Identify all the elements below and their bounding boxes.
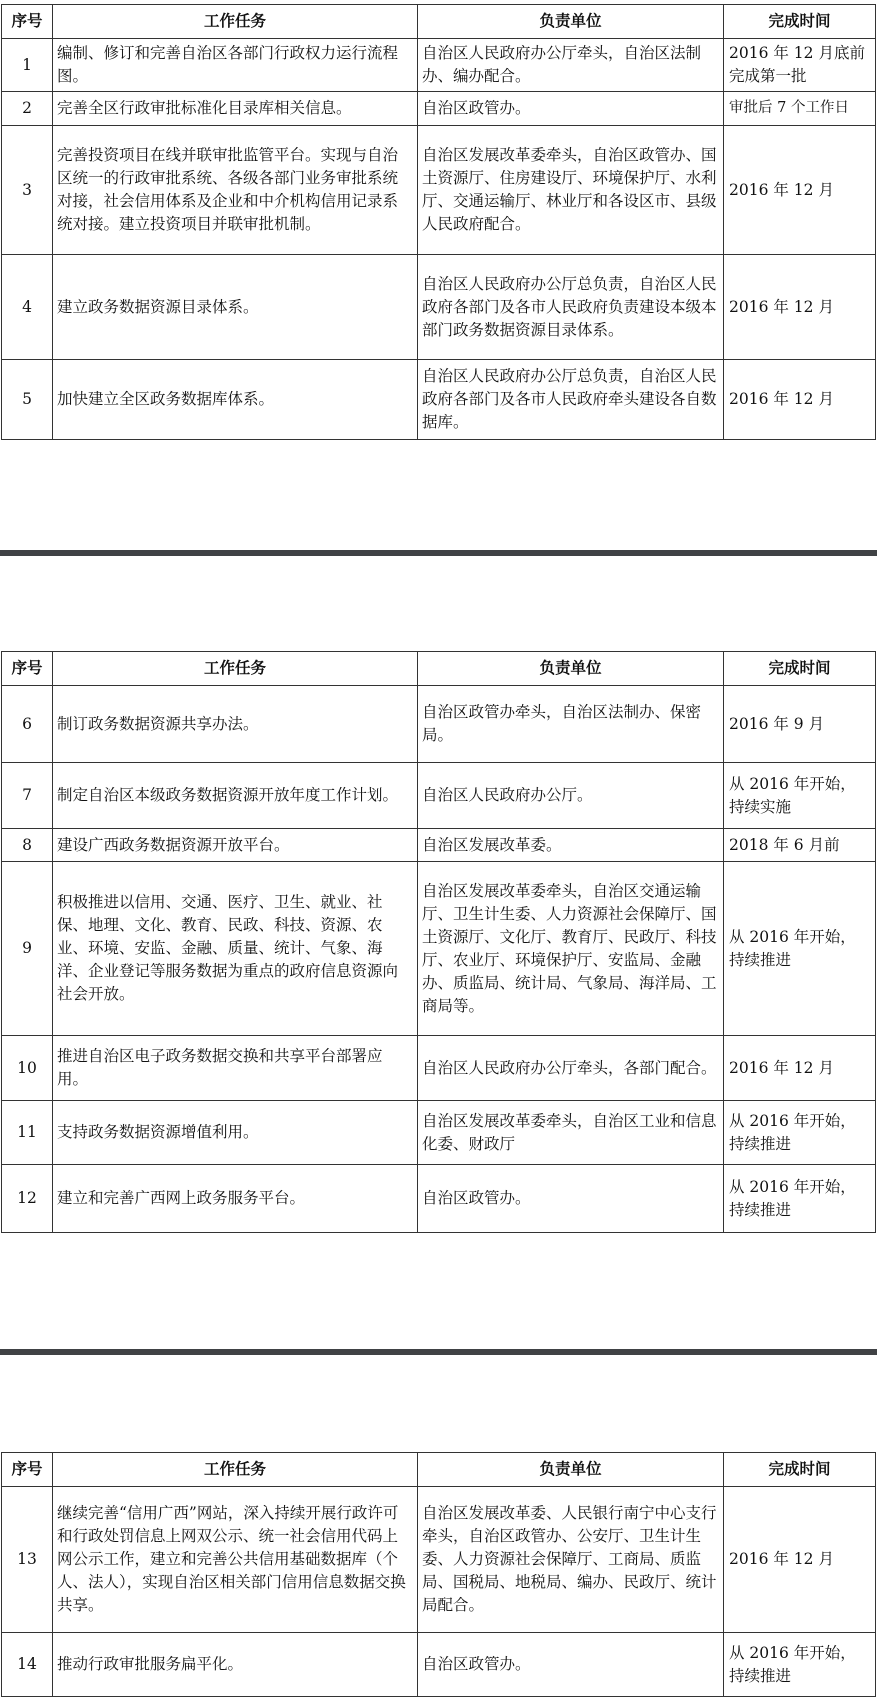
row-unit: 自治区发展改革委、人民银行南宁中心支行牵头，自治区政管办、公安厅、卫生计生委、人力资源社会保障厅、工商局、质监局、国税局、地税局、编办、民政厅、统计局配合。: [418, 1487, 724, 1633]
table-row: [2, 1036, 876, 1101]
header-time: 完成时间: [724, 652, 876, 686]
row-unit: 自治区人民政府办公厅牵头，自治区法制办、编办配合。: [418, 39, 724, 92]
row-task: 制定自治区本级政务数据资源开放年度工作计划。: [53, 763, 418, 829]
row-task: 制订政务数据资源共享办法。: [53, 686, 418, 763]
row-no: 10: [2, 1036, 53, 1101]
table-row: [2, 92, 876, 126]
row-no: 8: [2, 829, 53, 862]
header-task: 工作任务: [53, 5, 418, 39]
row-time: 2016 年 12 月底前完成第一批: [724, 39, 876, 92]
row-unit: 自治区政管办。: [418, 92, 724, 126]
row-time: 从 2016 年开始，持续推进: [724, 1165, 876, 1233]
row-no: 4: [2, 255, 53, 360]
row-no: 14: [2, 1633, 53, 1697]
row-no: 6: [2, 686, 53, 763]
table-row: [2, 126, 876, 255]
row-time: 2016 年 12 月: [724, 255, 876, 360]
table-row: [2, 763, 876, 829]
row-time: 从 2016 年开始，持续推进: [724, 1633, 876, 1697]
row-task: 支持政务数据资源增值利用。: [53, 1101, 418, 1165]
page-divider: [0, 1349, 877, 1355]
table-row: [2, 686, 876, 763]
row-time: 2016 年 12 月: [724, 1036, 876, 1101]
row-unit: 自治区政管办。: [418, 1165, 724, 1233]
row-time: 从 2016 年开始，持续推进: [724, 862, 876, 1036]
table-row: [2, 829, 876, 862]
row-time: 2016 年 12 月: [724, 360, 876, 440]
row-time: 2016 年 9 月: [724, 686, 876, 763]
table-row: [2, 1165, 876, 1233]
row-unit: 自治区人民政府办公厅。: [418, 763, 724, 829]
table-row: [2, 1633, 876, 1697]
task-table: [1, 4, 876, 440]
header-unit: 负责单位: [418, 1453, 724, 1487]
row-no: 1: [2, 39, 53, 92]
row-time: 从 2016 年开始，持续实施: [724, 763, 876, 829]
row-unit: 自治区人民政府办公厅牵头，各部门配合。: [418, 1036, 724, 1101]
task-table-block-2: [0, 651, 877, 1233]
row-no: 7: [2, 763, 53, 829]
row-no: 13: [2, 1487, 53, 1633]
row-unit: 自治区人民政府办公厅总负责，自治区人民政府各部门及各市人民政府牵头建设各自数据库。: [418, 360, 724, 440]
task-table-block-3: [0, 1452, 877, 1697]
table-header-row: [2, 1453, 876, 1487]
header-no: 序号: [2, 5, 53, 39]
header-unit: 负责单位: [418, 5, 724, 39]
row-task: 继续完善“信用广西”网站，深入持续开展行政许可和行政处罚信息上网双公示、统一社会信用代码上网公示工作，建立和完善公共信用基础数据库（个人、法人），实现自治区相关部门信用信息数据交换共享。: [53, 1487, 418, 1633]
table-header-row: [2, 652, 876, 686]
task-table-block-1: [0, 4, 877, 440]
row-no: 3: [2, 126, 53, 255]
header-time: 完成时间: [724, 5, 876, 39]
header-unit: 负责单位: [418, 652, 724, 686]
row-no: 12: [2, 1165, 53, 1233]
row-time: 审批后 7 个工作日: [724, 92, 876, 126]
header-no: 序号: [2, 1453, 53, 1487]
header-task: 工作任务: [53, 652, 418, 686]
row-unit: 自治区发展改革委牵头，自治区政管办、国土资源厅、住房建设厅、环境保护厅、水利厅、交通运输厅、林业厅和各设区市、县级人民政府配合。: [418, 126, 724, 255]
row-task: 完善全区行政审批标准化目录库相关信息。: [53, 92, 418, 126]
row-task: 建设广西政务数据资源开放平台。: [53, 829, 418, 862]
task-table: [1, 1452, 876, 1697]
table-row: [2, 1487, 876, 1633]
header-time: 完成时间: [724, 1453, 876, 1487]
row-time: 2016 年 12 月: [724, 1487, 876, 1633]
table-header-row: [2, 5, 876, 39]
row-time: 2018 年 6 月前: [724, 829, 876, 862]
row-task: 加快建立全区政务数据库体系。: [53, 360, 418, 440]
page-divider: [0, 550, 877, 556]
task-table: [1, 651, 876, 1233]
row-no: 5: [2, 360, 53, 440]
table-row: [2, 1101, 876, 1165]
row-task: 积极推进以信用、交通、医疗、卫生、就业、社保、地理、文化、教育、民政、科技、资源、农业、环境、安监、金融、质量、统计、气象、海洋、企业登记等服务数据为重点的政府信息资源向社会开放。: [53, 862, 418, 1036]
row-no: 9: [2, 862, 53, 1036]
row-unit: 自治区发展改革委。: [418, 829, 724, 862]
row-task: 建立和完善广西网上政务服务平台。: [53, 1165, 418, 1233]
row-time: 从 2016 年开始，持续推进: [724, 1101, 876, 1165]
row-unit: 自治区政管办牵头，自治区法制办、保密局。: [418, 686, 724, 763]
row-time: 2016 年 12 月: [724, 126, 876, 255]
row-task: 推动行政审批服务扁平化。: [53, 1633, 418, 1697]
table-row: [2, 360, 876, 440]
row-unit: 自治区政管办。: [418, 1633, 724, 1697]
row-unit: 自治区发展改革委牵头，自治区工业和信息化委、财政厅: [418, 1101, 724, 1165]
header-task: 工作任务: [53, 1453, 418, 1487]
row-no: 11: [2, 1101, 53, 1165]
header-no: 序号: [2, 652, 53, 686]
row-unit: 自治区人民政府办公厅总负责，自治区人民政府各部门及各市人民政府负责建设本级本部门政务数据资源目录体系。: [418, 255, 724, 360]
row-task: 编制、修订和完善自治区各部门行政权力运行流程图。: [53, 39, 418, 92]
table-row: [2, 862, 876, 1036]
row-task: 建立政务数据资源目录体系。: [53, 255, 418, 360]
row-task: 完善投资项目在线并联审批监管平台。实现与自治区统一的行政审批系统、各级各部门业务审批系统对接，社会信用体系及企业和中介机构信用记录系统对接。建立投资项目并联审批机制。: [53, 126, 418, 255]
table-row: [2, 255, 876, 360]
row-task: 推进自治区电子政务数据交换和共享平台部署应用。: [53, 1036, 418, 1101]
row-no: 2: [2, 92, 53, 126]
table-row: [2, 39, 876, 92]
row-unit: 自治区发展改革委牵头，自治区交通运输厅、卫生计生委、人力资源社会保障厅、国土资源厅、文化厅、教育厅、民政厅、科技厅、农业厅、环境保护厅、安监局、金融办、质监局、统计局、气象局、海洋局、工商局等。: [418, 862, 724, 1036]
